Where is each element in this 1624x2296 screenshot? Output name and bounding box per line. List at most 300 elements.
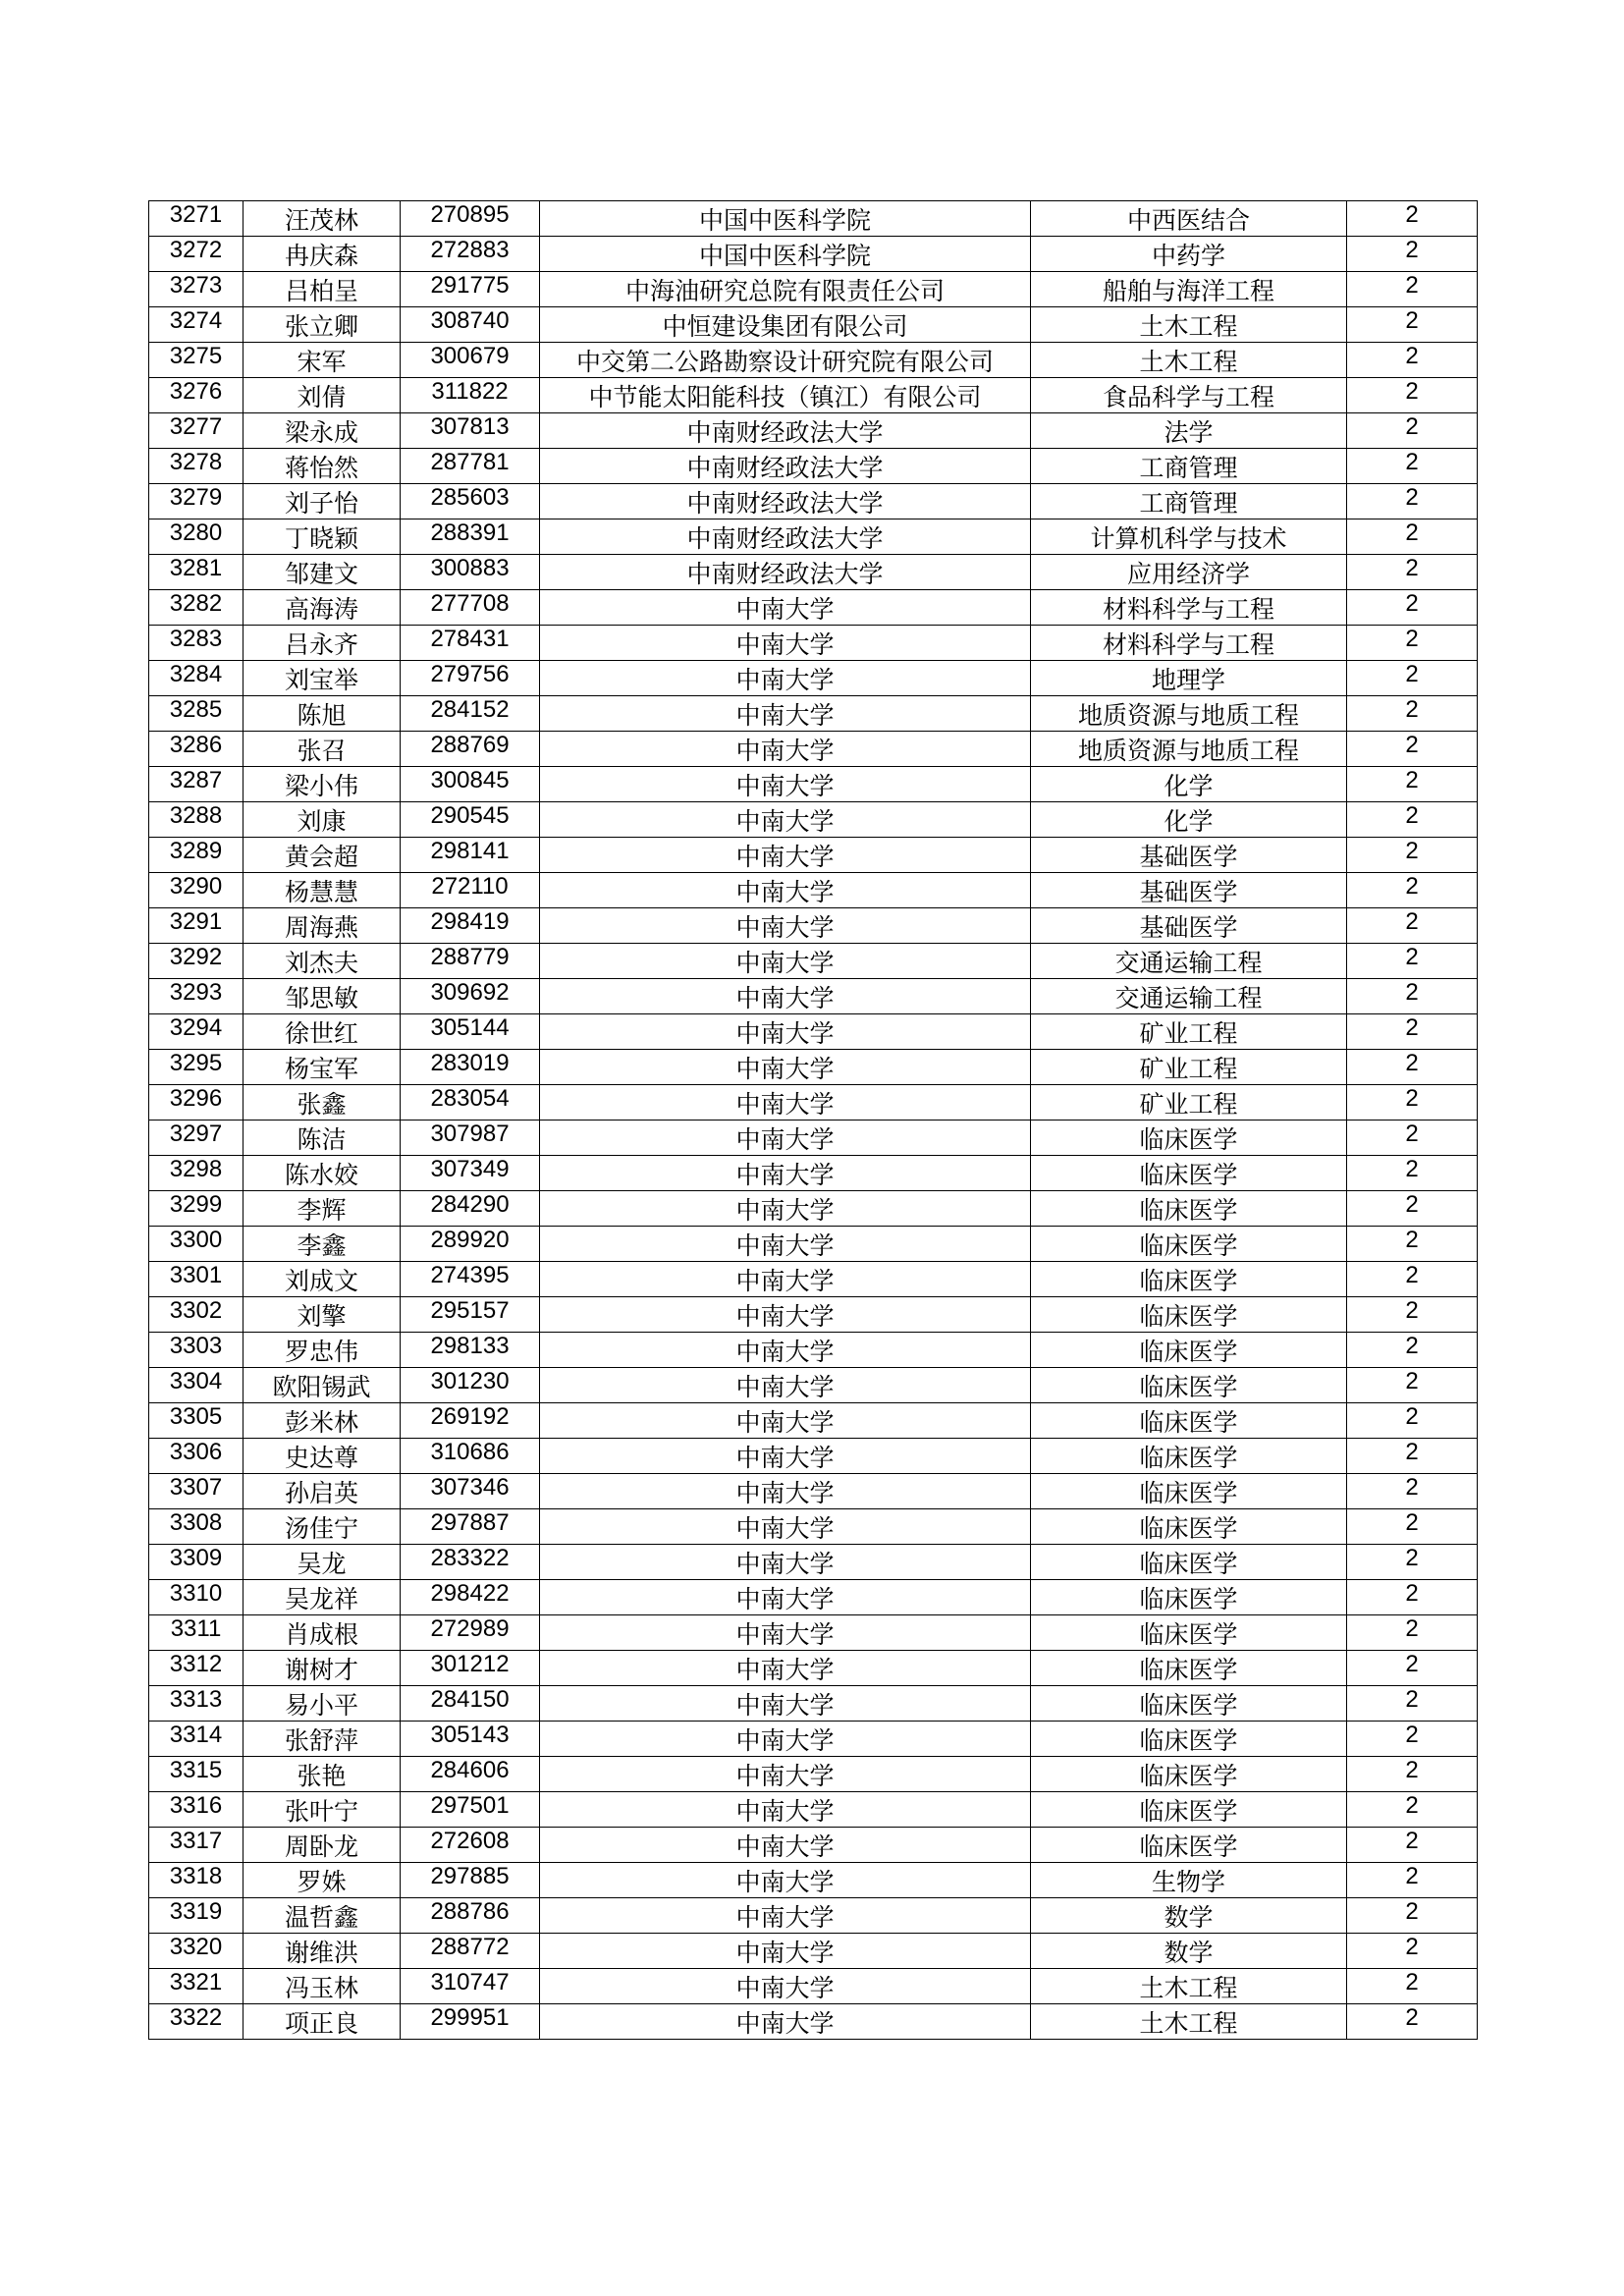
table-row: [149, 484, 1478, 519]
cell-id-number: 272989: [401, 1615, 540, 1651]
cell-id-number: 288779: [401, 944, 540, 979]
cell-major: 法学: [1031, 413, 1347, 449]
cell-value: 2: [1347, 1439, 1478, 1474]
cell-major: 交通运输工程: [1031, 944, 1347, 979]
cell-id-number: 300679: [401, 343, 540, 378]
cell-organization: 中南财经政法大学: [540, 449, 1031, 484]
cell-value: 2: [1347, 1403, 1478, 1439]
cell-name: 黄会超: [244, 838, 401, 873]
cell-organization: 中南大学: [540, 1439, 1031, 1474]
cell-value: 2: [1347, 272, 1478, 307]
cell-id-number: 308740: [401, 307, 540, 343]
table-row: [149, 1474, 1478, 1509]
cell-serial-number: 3311: [149, 1615, 244, 1651]
cell-organization: 中南大学: [540, 590, 1031, 626]
cell-serial-number: 3293: [149, 979, 244, 1014]
cell-name: 项正良: [244, 2004, 401, 2040]
table-row: [149, 413, 1478, 449]
cell-major: 临床医学: [1031, 1474, 1347, 1509]
table-row: [149, 519, 1478, 555]
cell-value: 2: [1347, 1262, 1478, 1297]
cell-value: 2: [1347, 2004, 1478, 2040]
cell-value: 2: [1347, 908, 1478, 944]
cell-id-number: 288786: [401, 1898, 540, 1934]
cell-value: 2: [1347, 1580, 1478, 1615]
cell-organization: 中南大学: [540, 661, 1031, 696]
cell-serial-number: 3273: [149, 272, 244, 307]
cell-id-number: 297501: [401, 1792, 540, 1828]
cell-organization: 中南大学: [540, 1050, 1031, 1085]
cell-name: 张立卿: [244, 307, 401, 343]
cell-serial-number: 3300: [149, 1227, 244, 1262]
cell-serial-number: 3319: [149, 1898, 244, 1934]
cell-id-number: 284606: [401, 1757, 540, 1792]
cell-serial-number: 3291: [149, 908, 244, 944]
cell-id-number: 307813: [401, 413, 540, 449]
cell-value: 2: [1347, 1651, 1478, 1686]
cell-organization: 中南大学: [540, 1474, 1031, 1509]
cell-id-number: 269192: [401, 1403, 540, 1439]
cell-name: 罗姝: [244, 1863, 401, 1898]
cell-organization: 中南大学: [540, 1828, 1031, 1863]
table-row: [149, 767, 1478, 802]
cell-major: 工商管理: [1031, 449, 1347, 484]
cell-serial-number: 3294: [149, 1014, 244, 1050]
cell-organization: 中恒建设集团有限公司: [540, 307, 1031, 343]
cell-serial-number: 3286: [149, 732, 244, 767]
cell-id-number: 283054: [401, 1085, 540, 1121]
cell-organization: 中南大学: [540, 1227, 1031, 1262]
cell-organization: 中南大学: [540, 1191, 1031, 1227]
cell-value: 2: [1347, 413, 1478, 449]
cell-value: 2: [1347, 1722, 1478, 1757]
cell-value: 2: [1347, 767, 1478, 802]
cell-major: 地质资源与地质工程: [1031, 696, 1347, 732]
cell-serial-number: 3282: [149, 590, 244, 626]
cell-organization: 中南大学: [540, 696, 1031, 732]
cell-serial-number: 3317: [149, 1828, 244, 1863]
cell-name: 吴龙: [244, 1545, 401, 1580]
cell-value: 2: [1347, 1333, 1478, 1368]
cell-name: 陈水姣: [244, 1156, 401, 1191]
cell-organization: 中南大学: [540, 626, 1031, 661]
cell-id-number: 291775: [401, 272, 540, 307]
cell-major: 化学: [1031, 802, 1347, 838]
cell-major: 地理学: [1031, 661, 1347, 696]
cell-organization: 中南大学: [540, 767, 1031, 802]
cell-serial-number: 3278: [149, 449, 244, 484]
cell-id-number: 272110: [401, 873, 540, 908]
cell-serial-number: 3296: [149, 1085, 244, 1121]
cell-value: 2: [1347, 1191, 1478, 1227]
table-row: [149, 1934, 1478, 1969]
cell-name: 李辉: [244, 1191, 401, 1227]
cell-serial-number: 3298: [149, 1156, 244, 1191]
cell-serial-number: 3302: [149, 1297, 244, 1333]
cell-organization: 中南大学: [540, 2004, 1031, 2040]
cell-serial-number: 3299: [149, 1191, 244, 1227]
cell-organization: 中南大学: [540, 1686, 1031, 1722]
cell-name: 汤佳宁: [244, 1509, 401, 1545]
cell-name: 刘擎: [244, 1297, 401, 1333]
cell-major: 临床医学: [1031, 1509, 1347, 1545]
cell-id-number: 284152: [401, 696, 540, 732]
cell-id-number: 298422: [401, 1580, 540, 1615]
cell-organization: 中南大学: [540, 1969, 1031, 2004]
data-table: [148, 200, 1478, 2040]
cell-organization: 中南大学: [540, 1297, 1031, 1333]
cell-name: 张叶宁: [244, 1792, 401, 1828]
cell-id-number: 288772: [401, 1934, 540, 1969]
table-row: [149, 1085, 1478, 1121]
cell-value: 2: [1347, 1474, 1478, 1509]
cell-serial-number: 3274: [149, 307, 244, 343]
cell-name: 邹思敏: [244, 979, 401, 1014]
cell-id-number: 301212: [401, 1651, 540, 1686]
cell-name: 梁小伟: [244, 767, 401, 802]
cell-id-number: 274395: [401, 1262, 540, 1297]
cell-value: 2: [1347, 873, 1478, 908]
table-row: [149, 1368, 1478, 1403]
cell-name: 刘杰夫: [244, 944, 401, 979]
cell-organization: 中国中医科学院: [540, 237, 1031, 272]
table-row: [149, 1863, 1478, 1898]
cell-name: 谢维洪: [244, 1934, 401, 1969]
table-row: [149, 272, 1478, 307]
cell-name: 彭米林: [244, 1403, 401, 1439]
cell-major: 临床医学: [1031, 1227, 1347, 1262]
cell-id-number: 311822: [401, 378, 540, 413]
cell-id-number: 295157: [401, 1297, 540, 1333]
cell-major: 中药学: [1031, 237, 1347, 272]
cell-serial-number: 3276: [149, 378, 244, 413]
cell-name: 杨宝军: [244, 1050, 401, 1085]
cell-serial-number: 3318: [149, 1863, 244, 1898]
cell-major: 临床医学: [1031, 1792, 1347, 1828]
table-body: [149, 201, 1478, 2040]
cell-id-number: 285603: [401, 484, 540, 519]
cell-major: 临床医学: [1031, 1722, 1347, 1757]
cell-id-number: 310686: [401, 1439, 540, 1474]
cell-serial-number: 3285: [149, 696, 244, 732]
cell-major: 临床医学: [1031, 1403, 1347, 1439]
table-row: [149, 555, 1478, 590]
cell-value: 2: [1347, 484, 1478, 519]
cell-serial-number: 3279: [149, 484, 244, 519]
cell-value: 2: [1347, 696, 1478, 732]
cell-serial-number: 3321: [149, 1969, 244, 2004]
cell-id-number: 290545: [401, 802, 540, 838]
cell-serial-number: 3280: [149, 519, 244, 555]
table-row: [149, 944, 1478, 979]
cell-value: 2: [1347, 555, 1478, 590]
table-row: [149, 1014, 1478, 1050]
cell-value: 2: [1347, 307, 1478, 343]
cell-id-number: 270895: [401, 201, 540, 237]
table-row: [149, 1757, 1478, 1792]
table-row: [149, 1828, 1478, 1863]
cell-name: 徐世红: [244, 1014, 401, 1050]
cell-value: 2: [1347, 237, 1478, 272]
table-row: [149, 237, 1478, 272]
cell-major: 计算机科学与技术: [1031, 519, 1347, 555]
cell-name: 肖成根: [244, 1615, 401, 1651]
cell-major: 土木工程: [1031, 1969, 1347, 2004]
cell-name: 罗忠伟: [244, 1333, 401, 1368]
cell-value: 2: [1347, 449, 1478, 484]
cell-name: 周海燕: [244, 908, 401, 944]
cell-organization: 中交第二公路勘察设计研究院有限公司: [540, 343, 1031, 378]
cell-id-number: 297885: [401, 1863, 540, 1898]
cell-id-number: 307987: [401, 1121, 540, 1156]
cell-organization: 中南大学: [540, 1792, 1031, 1828]
cell-value: 2: [1347, 626, 1478, 661]
cell-organization: 中南大学: [540, 802, 1031, 838]
cell-serial-number: 3306: [149, 1439, 244, 1474]
cell-major: 临床医学: [1031, 1545, 1347, 1580]
cell-major: 中西医结合: [1031, 201, 1347, 237]
cell-value: 2: [1347, 1545, 1478, 1580]
cell-serial-number: 3275: [149, 343, 244, 378]
table-row: [149, 908, 1478, 944]
cell-serial-number: 3315: [149, 1757, 244, 1792]
cell-id-number: 300883: [401, 555, 540, 590]
cell-value: 2: [1347, 519, 1478, 555]
cell-id-number: 309692: [401, 979, 540, 1014]
table-row: [149, 1297, 1478, 1333]
cell-major: 基础医学: [1031, 908, 1347, 944]
cell-value: 2: [1347, 1828, 1478, 1863]
cell-name: 刘康: [244, 802, 401, 838]
cell-organization: 中南大学: [540, 1722, 1031, 1757]
cell-name: 吴龙祥: [244, 1580, 401, 1615]
cell-major: 矿业工程: [1031, 1085, 1347, 1121]
cell-major: 临床医学: [1031, 1651, 1347, 1686]
cell-serial-number: 3307: [149, 1474, 244, 1509]
cell-id-number: 272608: [401, 1828, 540, 1863]
cell-name: 史达尊: [244, 1439, 401, 1474]
table-row: [149, 1615, 1478, 1651]
cell-major: 土木工程: [1031, 2004, 1347, 2040]
cell-value: 2: [1347, 732, 1478, 767]
table-row: [149, 732, 1478, 767]
cell-serial-number: 3272: [149, 237, 244, 272]
cell-organization: 中南大学: [540, 1014, 1031, 1050]
cell-major: 地质资源与地质工程: [1031, 732, 1347, 767]
cell-id-number: 298133: [401, 1333, 540, 1368]
table-row: [149, 1722, 1478, 1757]
cell-value: 2: [1347, 1757, 1478, 1792]
cell-value: 2: [1347, 1227, 1478, 1262]
table-row: [149, 1898, 1478, 1934]
cell-value: 2: [1347, 1050, 1478, 1085]
cell-name: 汪茂林: [244, 201, 401, 237]
table-row: [149, 696, 1478, 732]
cell-id-number: 289920: [401, 1227, 540, 1262]
cell-major: 数学: [1031, 1934, 1347, 1969]
cell-name: 刘成文: [244, 1262, 401, 1297]
cell-major: 土木工程: [1031, 343, 1347, 378]
cell-id-number: 272883: [401, 237, 540, 272]
table-row: [149, 838, 1478, 873]
cell-id-number: 305143: [401, 1722, 540, 1757]
cell-value: 2: [1347, 1509, 1478, 1545]
cell-id-number: 305144: [401, 1014, 540, 1050]
cell-name: 陈洁: [244, 1121, 401, 1156]
table-row: [149, 1545, 1478, 1580]
cell-serial-number: 3316: [149, 1792, 244, 1828]
cell-value: 2: [1347, 1085, 1478, 1121]
table-row: [149, 1651, 1478, 1686]
cell-id-number: 298419: [401, 908, 540, 944]
cell-major: 临床医学: [1031, 1686, 1347, 1722]
cell-value: 2: [1347, 201, 1478, 237]
cell-id-number: 297887: [401, 1509, 540, 1545]
cell-major: 船舶与海洋工程: [1031, 272, 1347, 307]
cell-name: 宋军: [244, 343, 401, 378]
cell-organization: 中南财经政法大学: [540, 519, 1031, 555]
cell-serial-number: 3322: [149, 2004, 244, 2040]
cell-name: 欧阳锡武: [244, 1368, 401, 1403]
cell-id-number: 310747: [401, 1969, 540, 2004]
cell-id-number: 279756: [401, 661, 540, 696]
table-row: [149, 1439, 1478, 1474]
cell-organization: 中南大学: [540, 1898, 1031, 1934]
cell-id-number: 283019: [401, 1050, 540, 1085]
table-row: [149, 201, 1478, 237]
cell-value: 2: [1347, 1686, 1478, 1722]
cell-organization: 中南大学: [540, 732, 1031, 767]
cell-major: 临床医学: [1031, 1121, 1347, 1156]
cell-organization: 中南大学: [540, 1934, 1031, 1969]
cell-value: 2: [1347, 1969, 1478, 2004]
cell-serial-number: 3313: [149, 1686, 244, 1722]
table-row: [149, 802, 1478, 838]
cell-major: 工商管理: [1031, 484, 1347, 519]
cell-major: 食品科学与工程: [1031, 378, 1347, 413]
cell-major: 生物学: [1031, 1863, 1347, 1898]
cell-organization: 中南大学: [540, 1085, 1031, 1121]
table-row: [149, 661, 1478, 696]
cell-name: 刘子怡: [244, 484, 401, 519]
cell-organization: 中南大学: [540, 1651, 1031, 1686]
cell-name: 陈旭: [244, 696, 401, 732]
table-row: [149, 343, 1478, 378]
cell-name: 吕柏呈: [244, 272, 401, 307]
cell-organization: 中南财经政法大学: [540, 413, 1031, 449]
cell-name: 李鑫: [244, 1227, 401, 1262]
cell-serial-number: 3314: [149, 1722, 244, 1757]
cell-id-number: 307346: [401, 1474, 540, 1509]
cell-organization: 中南大学: [540, 838, 1031, 873]
cell-value: 2: [1347, 944, 1478, 979]
cell-value: 2: [1347, 1615, 1478, 1651]
cell-major: 交通运输工程: [1031, 979, 1347, 1014]
cell-organization: 中南大学: [540, 1262, 1031, 1297]
cell-organization: 中南大学: [540, 1580, 1031, 1615]
cell-serial-number: 3308: [149, 1509, 244, 1545]
cell-major: 应用经济学: [1031, 555, 1347, 590]
cell-name: 邹建文: [244, 555, 401, 590]
table-row: [149, 1050, 1478, 1085]
cell-organization: 中南大学: [540, 1333, 1031, 1368]
table-row: [149, 449, 1478, 484]
cell-organization: 中海油研究总院有限责任公司: [540, 272, 1031, 307]
cell-value: 2: [1347, 378, 1478, 413]
table-row: [149, 1191, 1478, 1227]
table-row: [149, 1969, 1478, 2004]
cell-major: 临床医学: [1031, 1757, 1347, 1792]
cell-major: 材料科学与工程: [1031, 626, 1347, 661]
cell-organization: 中南大学: [540, 1156, 1031, 1191]
cell-major: 矿业工程: [1031, 1050, 1347, 1085]
table-row: [149, 1580, 1478, 1615]
table-row: [149, 1333, 1478, 1368]
cell-value: 2: [1347, 1863, 1478, 1898]
cell-major: 临床医学: [1031, 1615, 1347, 1651]
cell-major: 临床医学: [1031, 1156, 1347, 1191]
cell-id-number: 301230: [401, 1368, 540, 1403]
cell-major: 临床医学: [1031, 1191, 1347, 1227]
table-row: [149, 1262, 1478, 1297]
table-row: [149, 590, 1478, 626]
cell-major: 临床医学: [1031, 1828, 1347, 1863]
cell-value: 2: [1347, 1014, 1478, 1050]
cell-name: 谢树才: [244, 1651, 401, 1686]
table-row: [149, 2004, 1478, 2040]
cell-organization: 中南大学: [540, 908, 1031, 944]
cell-serial-number: 3289: [149, 838, 244, 873]
cell-name: 梁永成: [244, 413, 401, 449]
cell-organization: 中南大学: [540, 1615, 1031, 1651]
table-row: [149, 979, 1478, 1014]
cell-major: 数学: [1031, 1898, 1347, 1934]
cell-value: 2: [1347, 838, 1478, 873]
cell-major: 临床医学: [1031, 1439, 1347, 1474]
cell-name: 冯玉林: [244, 1969, 401, 2004]
table-row: [149, 1156, 1478, 1191]
cell-name: 吕永齐: [244, 626, 401, 661]
cell-id-number: 284290: [401, 1191, 540, 1227]
cell-organization: 中南大学: [540, 1509, 1031, 1545]
cell-id-number: 287781: [401, 449, 540, 484]
cell-serial-number: 3304: [149, 1368, 244, 1403]
cell-serial-number: 3288: [149, 802, 244, 838]
cell-value: 2: [1347, 1792, 1478, 1828]
cell-id-number: 300845: [401, 767, 540, 802]
cell-serial-number: 3290: [149, 873, 244, 908]
cell-id-number: 284150: [401, 1686, 540, 1722]
cell-major: 化学: [1031, 767, 1347, 802]
cell-serial-number: 3305: [149, 1403, 244, 1439]
cell-organization: 中南大学: [540, 1121, 1031, 1156]
cell-name: 冉庆森: [244, 237, 401, 272]
cell-major: 矿业工程: [1031, 1014, 1347, 1050]
cell-value: 2: [1347, 1934, 1478, 1969]
table-row: [149, 1403, 1478, 1439]
cell-organization: 中节能太阳能科技（镇江）有限公司: [540, 378, 1031, 413]
table-row: [149, 1792, 1478, 1828]
cell-major: 临床医学: [1031, 1262, 1347, 1297]
cell-value: 2: [1347, 1156, 1478, 1191]
cell-major: 土木工程: [1031, 307, 1347, 343]
cell-organization: 中南大学: [540, 979, 1031, 1014]
cell-organization: 中南大学: [540, 1368, 1031, 1403]
cell-name: 张召: [244, 732, 401, 767]
cell-value: 2: [1347, 1368, 1478, 1403]
cell-major: 临床医学: [1031, 1297, 1347, 1333]
cell-serial-number: 3312: [149, 1651, 244, 1686]
